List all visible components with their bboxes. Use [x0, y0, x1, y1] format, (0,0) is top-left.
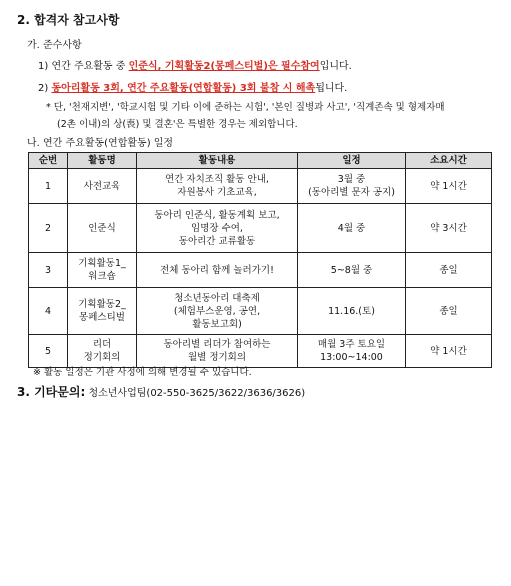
exception-note-line-1: * 단, '천재지변', '학교시험 및 기타 이에 준하는 시험', '본인 질병과 사고', '직계존속 및 형제자매 — [46, 102, 445, 113]
rule-item-2 — [38, 79, 347, 94]
cell-content-text: 청소년동아리 대축제 (체험부스운영, 공연, 활동보고회) — [173, 292, 261, 330]
cell-name — [68, 335, 137, 368]
cell-duration: 종일 — [406, 288, 492, 335]
cell-name-text: 인준식 — [88, 222, 116, 234]
subsection-a-title: 가. 준수사항 — [27, 40, 82, 51]
cell-content-text: 동아리 인준식, 활동계획 보고, 임명장 수여, 동아리간 교류활동 — [154, 209, 280, 247]
table-row — [29, 288, 492, 335]
header-duration: 소요시간 — [406, 153, 492, 169]
table-row — [29, 169, 492, 204]
schedule-table — [28, 152, 492, 368]
cell-schedule — [298, 169, 406, 204]
cell-no: 4 — [29, 288, 68, 335]
rule-item-2-prefix: 2) — [38, 83, 52, 94]
cell-content — [137, 288, 298, 335]
cell-duration: 약 1시간 — [406, 335, 492, 368]
table-footnote: ※ 활동 일정은 기관 사정에 의해 변경될 수 있습니다. — [33, 367, 252, 378]
cell-no: 3 — [29, 253, 68, 288]
cell-duration: 약 3시간 — [406, 204, 492, 253]
cell-name — [68, 253, 137, 288]
cell-duration: 약 1시간 — [406, 169, 492, 204]
cell-schedule-text: 11.16.(토) — [328, 305, 375, 317]
cell-schedule — [298, 253, 406, 288]
cell-no: 2 — [29, 204, 68, 253]
table-row — [29, 335, 492, 368]
table-header-row — [29, 153, 492, 169]
header-no: 순번 — [29, 153, 68, 169]
cell-name — [68, 288, 137, 335]
section-2-title: 2. 합격자 참고사항 — [17, 13, 120, 27]
cell-schedule — [298, 288, 406, 335]
subsection-b-title: 나. 연간 주요활동(연합활동) 일정 — [27, 138, 174, 149]
exception-note-line-2: (2촌 이내)의 상(喪) 및 결혼'은 특별한 경우는 제외합니다. — [57, 119, 298, 130]
cell-duration: 종일 — [406, 253, 492, 288]
cell-name-text: 기획활동2_ 몽페스티벌 — [78, 299, 126, 323]
cell-schedule-text: 3월 중 (동아리별 문자 공지) — [308, 174, 395, 198]
table-row — [29, 253, 492, 288]
cell-content — [137, 335, 298, 368]
cell-name-text: 기획활동1_ 워크숍 — [78, 258, 126, 282]
cell-content-text: 동아리별 리더가 참여하는 월별 정기회의 — [163, 339, 271, 363]
cell-content — [137, 204, 298, 253]
rule-item-2-suffix: 됩니다. — [315, 83, 348, 94]
header-activity-name: 활동명 — [68, 153, 137, 169]
header-activity-content: 활동내용 — [137, 153, 298, 169]
table-row — [29, 204, 492, 253]
cell-content — [137, 253, 298, 288]
cell-no: 5 — [29, 335, 68, 368]
cell-schedule — [298, 335, 406, 368]
cell-schedule-text: 5~8월 중 — [330, 264, 373, 276]
rule-item-1-prefix: 1) 연간 주요활동 중 — [38, 61, 129, 72]
section-3 — [17, 383, 305, 400]
header-schedule: 일정 — [298, 153, 406, 169]
cell-name — [68, 169, 137, 204]
contact-info: 청소년사업팀(02-550-3625/3622/3636/3626) — [88, 388, 306, 399]
cell-no: 1 — [29, 169, 68, 204]
cell-content — [137, 169, 298, 204]
cell-schedule-text: 4월 중 — [337, 222, 366, 234]
cell-schedule-text: 매월 3주 토요일 13:00~14:00 — [317, 339, 386, 363]
section-3-title: 3. 기타문의: — [17, 385, 86, 399]
rule-item-1 — [38, 57, 352, 72]
cell-name-text: 사전교육 — [83, 180, 121, 192]
cell-content-text: 전체 동아리 함께 놀러가기! — [160, 264, 274, 276]
cell-name-text: 리더 정기회의 — [83, 339, 121, 363]
cell-content-text: 연간 자치조직 활동 안내, 자원봉사 기초교육, — [165, 174, 269, 198]
rule-item-1-suffix: 입니다. — [319, 61, 352, 72]
rule-item-1-highlight: 인준식, 기획활동2(몽페스티벌)은 필수참여 — [128, 61, 320, 72]
cell-name — [68, 204, 137, 253]
cell-schedule — [298, 204, 406, 253]
rule-item-2-highlight: 동아리활동 3회, 연간 주요활동(연합활동) 3회 불참 시 해촉 — [51, 83, 316, 94]
